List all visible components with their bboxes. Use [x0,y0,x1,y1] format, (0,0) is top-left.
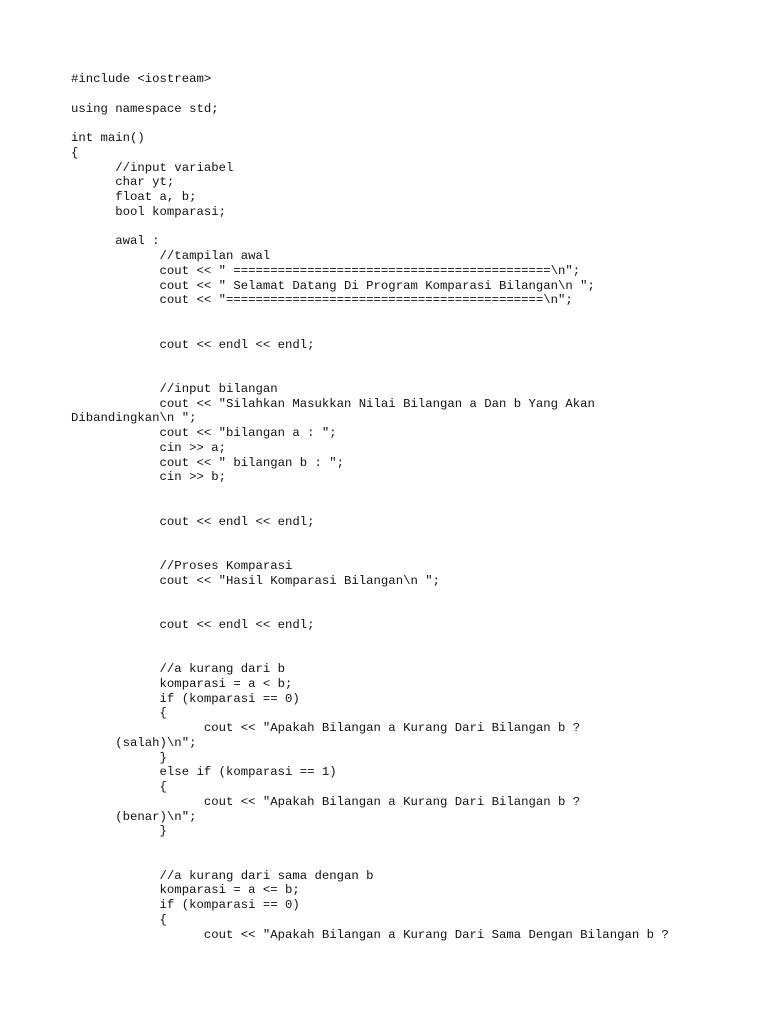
code-line: char yt; [71,175,175,190]
code-line: cout << "Apakah Bilangan a Kurang Dari Sama Dengan Bilangan b ? [71,927,669,942]
code-line [71,544,751,559]
code-line: if (komparasi == 0) [71,691,300,706]
code-line: cout << "bilangan a : "; [71,426,337,440]
code-line [71,854,751,869]
code-line: cin >> b; [71,470,226,485]
code-line: cout << endl << endl; [71,514,315,529]
code-line [71,529,751,544]
code-line: cout << " ===========================================\n"; [71,263,581,278]
code-line [71,647,751,662]
code-line: bool komparasi; [71,204,226,219]
code-line [71,116,751,131]
code-line: //a kurang dari b [71,662,286,676]
code-line: int main() [71,131,145,145]
code-line [71,839,751,854]
code-line: (benar)\n"; [71,809,197,824]
code-line: { [71,780,167,794]
code-line [71,220,751,235]
code-line: //Proses Komparasi [71,558,293,573]
code-line: komparasi = a <= b; [71,883,300,898]
code-line: //a kurang dari sama dengan b [71,868,374,883]
code-line: } [71,824,167,839]
code-line: cout << "Apakah Bilangan a Kurang Dari Bilangan b ? [71,721,581,735]
code-line [71,87,751,102]
code-line: else if (komparasi == 1) [71,765,337,780]
code-line: (salah)\n"; [71,735,197,750]
code-line: cout << " bilangan b : "; [71,455,345,470]
code-line: float a, b; [71,190,197,204]
code-line [71,367,751,382]
code-line [71,485,751,500]
code-line: awal : [71,234,160,249]
code-line [71,500,751,515]
code-listing [71,72,751,942]
code-line: //input variabel [71,160,234,175]
code-line: { [71,912,167,927]
code-line [71,308,751,323]
code-line: using namespace std; [71,101,219,116]
code-line: cin >> a; [71,440,226,455]
code-line: //tampilan awal [71,249,271,263]
code-line [71,588,751,603]
code-line: cout << " Selamat Datang Di Program Komparasi Bilangan\n "; [71,278,595,293]
code-line: cout << endl << endl; [71,617,315,632]
code-line: //input bilangan [71,381,278,396]
code-line: #include <iostream> [71,72,212,86]
code-line [71,603,751,618]
code-line: komparasi = a < b; [71,676,293,691]
code-line: cout << "===========================================\n"; [71,293,573,308]
code-line: Dibandingkan\n "; [71,411,197,426]
code-line: cout << endl << endl; [71,337,315,352]
code-line: { [71,145,79,160]
code-line [71,323,751,338]
code-line: cout << "Apakah Bilangan a Kurang Dari Bilangan b ? [71,794,581,809]
code-line: { [71,706,167,721]
code-line: cout << "Silahkan Masukkan Nilai Bilangan a Dan b Yang Akan [71,396,595,411]
code-line: cout << "Hasil Komparasi Bilangan\n "; [71,573,440,588]
code-line [71,633,751,648]
code-line [71,352,751,367]
code-line: if (komparasi == 0) [71,898,300,912]
code-line: } [71,750,167,765]
